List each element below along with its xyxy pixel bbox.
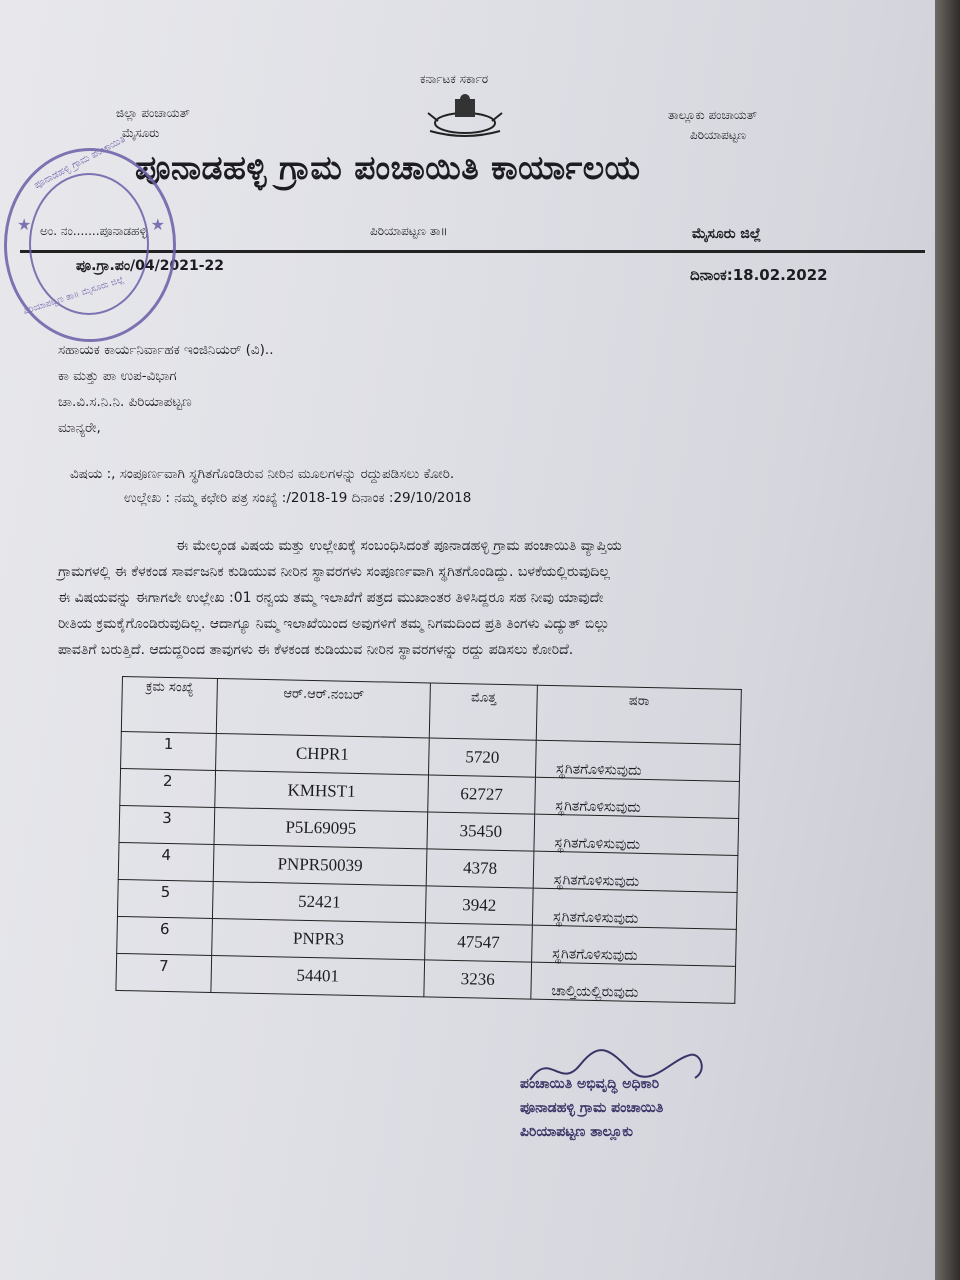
signatory-panchayat: ಪೂನಾಡಹಳ್ಳಿ ಗ್ರಾಮ ಪಂಚಾಯಿತಿ <box>520 1100 664 1116</box>
cell-amount: 3236 <box>424 960 532 999</box>
col-header-serial: ಕ್ರಮ ಸಂಖ್ಯೆ <box>121 677 217 734</box>
signatory-taluk: ಪಿರಿಯಾಪಟ್ಟಣ ತಾಲ್ಲೂಕು <box>520 1124 634 1140</box>
signatory-designation: ಪಂಚಾಯಿತಿ ಅಭಿವೃದ್ಧಿ ಅಧಿಕಾರಿ <box>520 1076 660 1092</box>
state-emblem-icon <box>420 93 510 139</box>
cell-remark: ಸ್ಥಗಿತಗೊಳಿಸುವುದು <box>534 814 739 855</box>
cell-rr-number: 54401 <box>211 955 425 996</box>
cell-remark: ಸ್ಥಗಿತಗೊಳಿಸುವುದು <box>532 925 737 966</box>
seal-text-top: ಪೂನಾಡಹಳ್ಳಿ ಗ್ರಾಮ ಪಂಚಾಯಿತಿ <box>32 133 128 192</box>
reference-line: ಉಲ್ಲೇಖ : ನಮ್ಮ ಕಛೇರಿ ಪತ್ರ ಸಂಖ್ಯೆ :/2018-19 ದಿನಾಂಕ :29/10/2018 <box>124 490 472 506</box>
cell-remark: ಸ್ಥಗಿತಗೊಳಿಸುವುದು <box>535 740 740 781</box>
cell-rr-number: KMHST1 <box>215 770 429 811</box>
cell-serial: 5 <box>117 879 213 918</box>
cell-amount: 5720 <box>428 738 536 777</box>
cell-amount: 35450 <box>427 812 535 851</box>
govt-label: ಕರ್ನಾಟಕ ಸರ್ಕಾರ <box>420 72 489 86</box>
cell-serial: 3 <box>119 805 215 844</box>
cell-remark: ಸ್ಥಗಿತಗೊಳಿಸುವುದು <box>532 888 737 929</box>
cell-amount: 47547 <box>425 923 533 962</box>
office-title: ಪೂನಾಡಹಳ್ಳಿ ಗ್ರಾಮ ಪಂಚಾಯಿತಿ ಕಾರ್ಯಾಲಯ <box>135 148 641 187</box>
address-district: ಮೈಸೂರು ಜಿಲ್ಲೆ <box>692 226 762 242</box>
letter-date: ದಿನಾಂಕ:18.02.2022 <box>690 266 828 284</box>
body-line2: ಗ್ರಾಮಗಳಲ್ಲಿ ಈ ಕೆಳಕಂಡ ಸಾರ್ವಜನಿಕ ಕುಡಿಯುವ ನೀರಿನ ಸ್ಥಾವರಗಳು ಸಂಪೂರ್ಣವಾಗಿ ಸ್ಥಗಿತಗೊಂಡಿದ್ದು. ಬಳಕೆಯಲ್ಲಿರುವುದಿಲ್ಲ <box>58 564 611 580</box>
star-icon: ★ <box>150 215 165 234</box>
cell-rr-number: PNPR50039 <box>213 844 427 885</box>
cell-rr-number: CHPR1 <box>216 733 430 774</box>
taluk-panchayat-label: ತಾಲ್ಲೂಕು ಪಂಚಾಯತ್ <box>668 108 758 122</box>
cell-remark: ಸ್ಥಗಿತಗೊಳಿಸುವುದು <box>535 777 740 818</box>
cell-rr-number: P5L69095 <box>214 807 428 848</box>
col-header-rr-number: ಆರ್.ಆರ್.ನಂಬರ್ <box>216 678 430 737</box>
cell-rr-number: 52421 <box>212 881 426 922</box>
reference-number: ಪೂ.ಗ್ರಾ.ಪಂ/04/2021-22 <box>76 258 224 274</box>
zilla-district-label: ಮೈಸೂರು <box>122 126 160 140</box>
body-line5: ಪಾವತಿಗೆ ಬರುತ್ತಿದೆ. ಆದುದ್ದರಿಂದ ತಾವುಗಳು ಈ ಕೆಳಕಂಡ ಕುಡಿಯುವ ನೀರಿನ ಸ್ಥಾವರಗಳನ್ನು ರದ್ದು ಪಡಿಸಲು ಕೋರಿದೆ. <box>58 642 574 658</box>
cell-serial: 1 <box>121 731 217 770</box>
cell-serial: 7 <box>116 953 212 992</box>
cell-remark: ಚಾಲ್ತಿಯಲ್ಲಿರುವುದು <box>531 962 736 1003</box>
col-header-amount: ಮೊತ್ತ <box>429 683 537 740</box>
cell-serial: 2 <box>120 768 216 807</box>
cell-remark: ಸ್ಥಗಿತಗೊಳಿಸುವುದು <box>533 851 738 892</box>
signatory-block <box>520 1072 663 1144</box>
cell-amount: 3942 <box>425 886 533 925</box>
body-line1: ಈ ಮೇಲ್ಕಂಡ ವಿಷಯ ಮತ್ತು ಉಲ್ಲೇಖಕ್ಕೆ ಸಂಬಂಧಿಸಿದಂತೆ ಪೂನಾಡಹಳ್ಳಿ ಗ್ರಾಮ ಪಂಚಾಯಿತಿ ವ್ಯಾಪ್ತಿಯ <box>176 538 622 554</box>
salutation: ಮಾನ್ಯರೇ, <box>58 420 101 436</box>
cell-rr-number: PNPR3 <box>212 918 426 959</box>
body-line3: ಈ ವಿಷಯವನ್ನು ಈಗಾಗಲೇ ಉಲ್ಲೇಖ :01 ರನ್ವಯ ತಮ್ಮ ಇಲಾಖೆಗೆ ಪತ್ರದ ಮುಖಾಂತರ ತಿಳಿಸಿದ್ದರೂ ಸಹ ನೀವು ಯಾವುದೇ <box>58 590 604 606</box>
address-left: ಅಂ. ನಂ.......ಪೂನಾಡಹಳ್ಳಿ <box>40 224 147 238</box>
addressee-line2: ಕಾ ಮತ್ತು ಪಾ ಉಪ-ವಿಭಾಗ <box>58 368 177 384</box>
cell-amount: 62727 <box>428 775 536 814</box>
zilla-panchayat-label: ಜಿಲ್ಲಾ ಪಂಚಾಯತ್ <box>116 106 190 120</box>
taluk-name-label: ಪಿರಿಯಾಪಟ್ಟಣ <box>690 128 747 142</box>
addressee-line1: ಸಹಾಯಕ ಕಾರ್ಯನಿರ್ವಾಹಕ ಇಂಜಿನಿಯರ್ (ವಿ).. <box>58 342 274 358</box>
cell-serial: 4 <box>118 842 214 881</box>
col-header-remark: ಷರಾ <box>536 685 741 744</box>
address-taluk: ಪಿರಿಯಾಪಟ್ಟಣ ತಾ॥ <box>370 224 448 238</box>
subject-line: ವಿಷಯ :, ಸಂಪೂರ್ಣವಾಗಿ ಸ್ಥಗಿತಗೊಂಡಿರುವ ನೀರಿನ ಮೂಲಗಳನ್ನು ರದ್ದುಪಡಿಸಲು ಕೋರಿ. <box>70 466 455 482</box>
star-icon: ★ <box>17 215 32 234</box>
cell-serial: 6 <box>117 916 213 955</box>
body-line4: ರೀತಿಯ ಕ್ರಮಕೈಗೊಂಡಿರುವುದಿಲ್ಲ. ಆದಾಗ್ಯೂ ನಿಮ್ಮ ಇಲಾಖೆಯಿಂದ ಅವುಗಳಿಗೆ ತಮ್ಮ ನಿಗಮದಿಂದ ಪ್ರತಿ ತಿಂಗಳು ವಿದ್ಯುತ್ ಬಿಲ್ಲು <box>58 616 610 632</box>
cell-amount: 4378 <box>426 849 534 888</box>
background-edge <box>935 0 960 1280</box>
office-seal <box>4 133 176 342</box>
water-source-table <box>115 676 741 1004</box>
addressee-line3: ಚಾ.ವಿ.ಸ.ನಿ.ನಿ. ಪಿರಿಯಾಪಟ್ಟಣ <box>58 394 192 410</box>
seal-text-bottom: ಪಿರಿಯಾಪಟ್ಟಣ ತಾ॥ ಮೈಸೂರು ಜಿಲ್ಲೆ <box>22 274 126 318</box>
